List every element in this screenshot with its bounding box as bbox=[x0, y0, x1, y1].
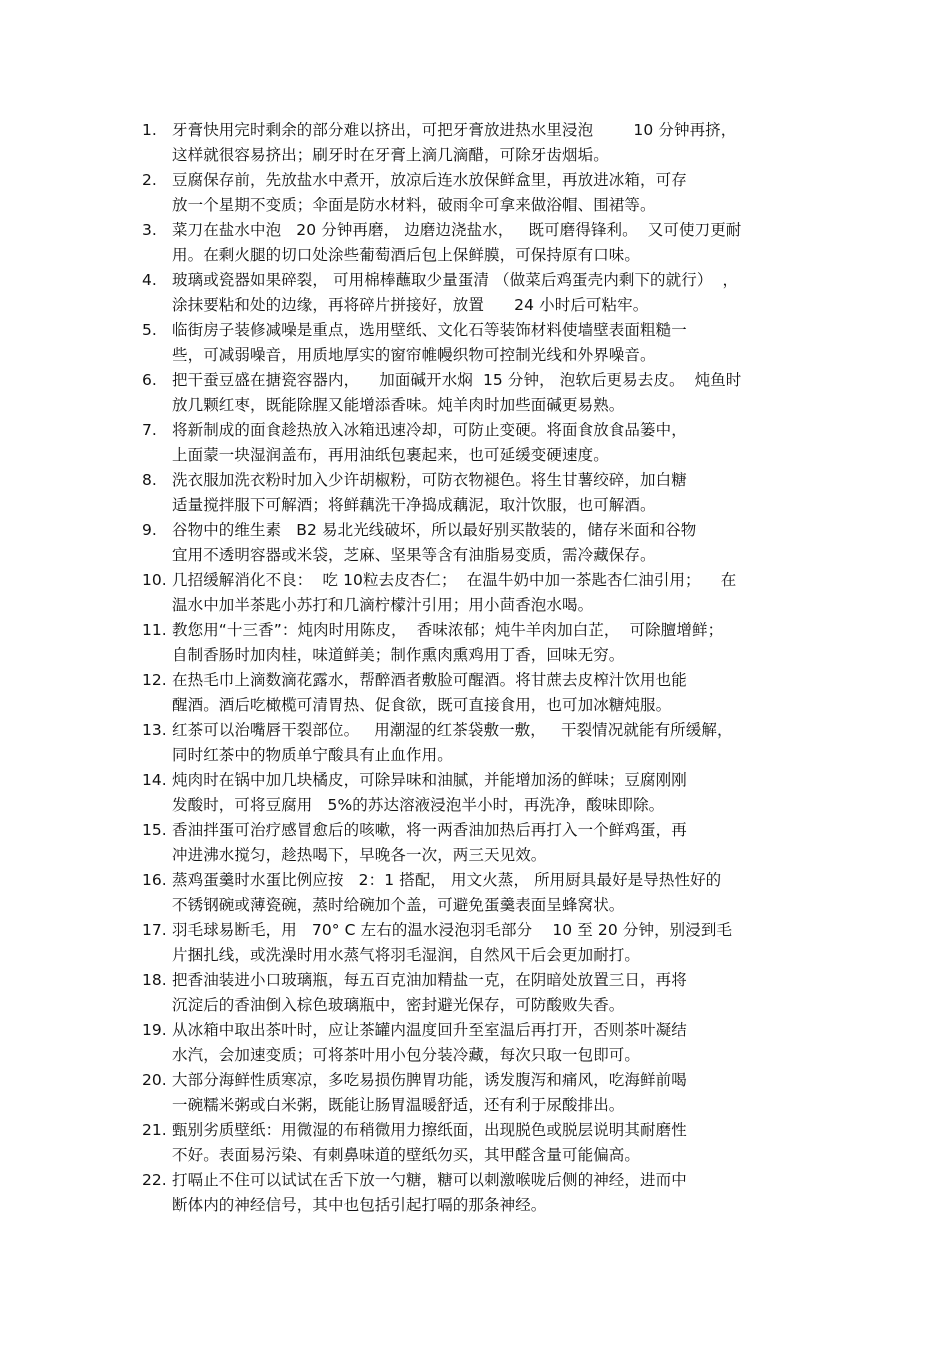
item-text bbox=[172, 768, 812, 818]
item-text-line: 把干蚕豆盛在搪瓷容器内， 加面碱开水焖 15 分钟， 泡软后更易去皮。 炖鱼时 bbox=[172, 371, 742, 389]
item-number: 13. bbox=[142, 721, 167, 739]
item-text-line: 断体内的神经信号，其中也包括引起打嗝的那条神经。 bbox=[172, 1196, 547, 1214]
item-text-line: 香油拌蛋可治疗感冒愈后的咳嗽，将一两香油加热后再打入一个鲜鸡蛋，再 bbox=[172, 821, 687, 839]
list-item bbox=[142, 268, 812, 318]
list-item bbox=[142, 968, 812, 1018]
item-text bbox=[172, 268, 812, 318]
item-text-line: 将新制成的面食趁热放入冰箱迅速冷却，可防止变硬。将面食放食品篓中， bbox=[172, 421, 687, 439]
list-item bbox=[142, 168, 812, 218]
item-text-line: 打嗝止不住可以试试在舌下放一勺糖，糖可以刺激喉咙后侧的神经，进而中 bbox=[172, 1171, 687, 1189]
item-text-line: 温水中加半茶匙小苏打和几滴柠檬汁引用；用小茴香泡水喝。 bbox=[172, 596, 594, 614]
item-text-line: 甄别劣质壁纸：用微湿的布稍微用力擦纸面，出现脱色或脱层说明其耐磨性 bbox=[172, 1121, 687, 1139]
item-text bbox=[172, 818, 812, 868]
item-text-line: 上面蒙一块湿润盖布，再用油纸包裹起来，也可延缓变硬速度。 bbox=[172, 446, 609, 464]
list-item bbox=[142, 468, 812, 518]
item-text-line: 发酸时，可将豆腐用 5%的苏达溶液浸泡半小时，再洗净，酸味即除。 bbox=[172, 796, 665, 814]
item-number: 10. bbox=[142, 571, 167, 589]
item-text-line: 放一个星期不变质；伞面是防水材料，破雨伞可拿来做浴帽、围裙等。 bbox=[172, 196, 656, 214]
list-item bbox=[142, 568, 812, 618]
item-text-line: 这样就很容易挤出；刷牙时在牙膏上滴几滴醋，可除牙齿烟垢。 bbox=[172, 146, 609, 164]
item-text-line: 红茶可以治嘴唇干裂部位。 用潮湿的红茶袋敷一敷， 干裂情况就能有所缓解， bbox=[172, 721, 733, 739]
list-item bbox=[142, 518, 812, 568]
item-text-line: 不好。表面易污染、有刺鼻味道的壁纸勿买，其甲醛含量可能偏高。 bbox=[172, 1146, 641, 1164]
list-item bbox=[142, 768, 812, 818]
item-text-line: 沉淀后的香油倒入棕色玻璃瓶中，密封避光保存，可防酸败失香。 bbox=[172, 996, 625, 1014]
item-text bbox=[172, 1118, 812, 1168]
item-text bbox=[172, 168, 812, 218]
item-number: 22. bbox=[142, 1171, 167, 1189]
item-text-line: 洗衣服加洗衣粉时加入少许胡椒粉，可防衣物褪色。将生甘薯绞碎，加白糖 bbox=[172, 471, 687, 489]
list-item bbox=[142, 1018, 812, 1068]
item-text-line: 适量搅拌服下可解酒；将鲜藕洗干净捣成藕泥，取汁饮服，也可解酒。 bbox=[172, 496, 656, 514]
item-number: 7. bbox=[142, 421, 157, 439]
item-text-line: 牙膏快用完时剩余的部分难以挤出，可把牙膏放进热水里浸泡 10 分钟再挤， bbox=[172, 121, 737, 139]
item-text-line: 教您用“十三香”：炖肉时用陈皮， 香味浓郁；炖牛羊肉加白芷， 可除膻增鲜； bbox=[172, 621, 724, 639]
item-text-line: 放几颗红枣，既能除腥又能增添香味。炖羊肉时加些面碱更易熟。 bbox=[172, 396, 625, 414]
item-text-line: 谷物中的维生素 B2 易北光线破坏，所以最好别买散装的，储存米面和谷物 bbox=[172, 521, 697, 539]
list-item bbox=[142, 418, 812, 468]
item-text-line: 在热毛巾上滴数滴花露水，帮醉酒者敷脸可醒酒。将甘蔗去皮榨汁饮用也能 bbox=[172, 671, 687, 689]
item-number: 15. bbox=[142, 821, 167, 839]
item-number: 9. bbox=[142, 521, 157, 539]
list-item bbox=[142, 1068, 812, 1118]
item-text-line: 一碗糯米粥或白米粥，既能让肠胃温暖舒适，还有利于尿酸排出。 bbox=[172, 1096, 625, 1114]
tips-list bbox=[142, 118, 812, 1218]
item-text bbox=[172, 318, 812, 368]
item-text bbox=[172, 868, 812, 918]
item-text-line: 蒸鸡蛋羹时水蛋比例应按 2：1 搭配， 用文火蒸， 所用厨具最好是导热性好的 bbox=[172, 871, 722, 889]
item-text bbox=[172, 718, 812, 768]
list-item bbox=[142, 918, 812, 968]
item-text-line: 用。在剩火腿的切口处涂些葡萄酒后包上保鲜膜，可保持原有口味。 bbox=[172, 246, 641, 264]
item-text-line: 把香油装进小口玻璃瓶，每五百克油加精盐一克，在阴暗处放置三日，再将 bbox=[172, 971, 687, 989]
item-text-line: 菜刀在盐水中泡 20 分钟再磨， 边磨边浇盐水， 既可磨得锋利。 又可使刀更耐 bbox=[172, 221, 742, 239]
item-text-line: 同时红茶中的物质单宁酸具有止血作用。 bbox=[172, 746, 453, 764]
list-item bbox=[142, 1118, 812, 1168]
item-number: 4. bbox=[142, 271, 157, 289]
item-text bbox=[172, 668, 812, 718]
item-text-line: 羽毛球易断毛，用 70° C 左右的温水浸泡羽毛部分 10 至 20 分钟，别浸到毛 bbox=[172, 921, 733, 939]
list-item bbox=[142, 1168, 812, 1218]
item-number: 11. bbox=[142, 621, 167, 639]
item-text-line: 炖肉时在锅中加几块橘皮，可除异味和油腻，并能增加汤的鲜味；豆腐刚刚 bbox=[172, 771, 687, 789]
list-item bbox=[142, 368, 812, 418]
list-item bbox=[142, 718, 812, 768]
item-number: 8. bbox=[142, 471, 157, 489]
item-number: 1. bbox=[142, 121, 157, 139]
item-text bbox=[172, 118, 812, 168]
item-number: 17. bbox=[142, 921, 167, 939]
item-text-line: 涂抹要粘和处的边缘，再将碎片拼接好，放置 24 小时后可粘牢。 bbox=[172, 296, 649, 314]
item-number: 18. bbox=[142, 971, 167, 989]
item-text-line: 几招缓解消化不良： 吃 10粒去皮杏仁； 在温牛奶中加一茶匙杏仁油引用； 在 bbox=[172, 571, 737, 589]
item-number: 5. bbox=[142, 321, 157, 339]
item-number: 20. bbox=[142, 1071, 167, 1089]
item-text bbox=[172, 968, 812, 1018]
item-number: 6. bbox=[142, 371, 157, 389]
item-number: 2. bbox=[142, 171, 157, 189]
item-text bbox=[172, 218, 812, 268]
item-text-line: 临街房子装修减噪是重点，选用壁纸、文化石等装饰材料使墙壁表面粗糙一 bbox=[172, 321, 687, 339]
item-text-line: 自制香肠时加肉桂，味道鲜美；制作熏肉熏鸡用丁香，回味无穷。 bbox=[172, 646, 625, 664]
item-text-line: 片捆扎线，或洗澡时用水蒸气将羽毛湿润，自然风干后会更加耐打。 bbox=[172, 946, 641, 964]
item-text bbox=[172, 918, 812, 968]
item-number: 12. bbox=[142, 671, 167, 689]
list-item bbox=[142, 218, 812, 268]
item-text bbox=[172, 618, 812, 668]
item-text-line: 冲进沸水搅匀，趁热喝下，早晚各一次，两三天见效。 bbox=[172, 846, 547, 864]
item-text-line: 些，可减弱噪音，用质地厚实的窗帘帷幔织物可控制光线和外界噪音。 bbox=[172, 346, 656, 364]
item-number: 16. bbox=[142, 871, 167, 889]
item-text-line: 大部分海鲜性质寒凉，多吃易损伤脾胃功能，诱发腹泻和痛风，吃海鲜前喝 bbox=[172, 1071, 687, 1089]
item-text bbox=[172, 518, 812, 568]
item-text-line: 玻璃或瓷器如果碎裂， 可用棉棒蘸取少量蛋清 （做菜后鸡蛋壳内剩下的就行） ， bbox=[172, 271, 739, 289]
item-text bbox=[172, 1068, 812, 1118]
item-number: 14. bbox=[142, 771, 167, 789]
list-item bbox=[142, 818, 812, 868]
item-text-line: 水汽，会加速变质；可将茶叶用小包分装冷藏，每次只取一包即可。 bbox=[172, 1046, 641, 1064]
item-text-line: 从冰箱中取出茶叶时，应让茶罐内温度回升至室温后再打开，否则茶叶凝结 bbox=[172, 1021, 687, 1039]
list-item bbox=[142, 618, 812, 668]
item-text bbox=[172, 368, 812, 418]
item-number: 3. bbox=[142, 221, 157, 239]
item-text bbox=[172, 468, 812, 518]
list-item bbox=[142, 868, 812, 918]
item-text-line: 醒酒。酒后吃橄榄可清胃热、促食欲，既可直接食用，也可加冰糖炖服。 bbox=[172, 696, 672, 714]
item-text-line: 宜用不透明容器或米袋，芝麻、坚果等含有油脂易变质，需冷藏保存。 bbox=[172, 546, 656, 564]
item-text bbox=[172, 568, 812, 618]
list-item bbox=[142, 668, 812, 718]
item-text bbox=[172, 1018, 812, 1068]
list-item bbox=[142, 318, 812, 368]
item-number: 21. bbox=[142, 1121, 167, 1139]
item-text-line: 豆腐保存前，先放盐水中煮开，放凉后连水放保鲜盒里，再放进冰箱，可存 bbox=[172, 171, 687, 189]
item-text-line: 不锈钢碗或薄瓷碗，蒸时给碗加个盖，可避免蛋羹表面呈蜂窝状。 bbox=[172, 896, 625, 914]
item-text bbox=[172, 418, 812, 468]
item-number: 19. bbox=[142, 1021, 167, 1039]
item-text bbox=[172, 1168, 812, 1218]
list-item bbox=[142, 118, 812, 168]
